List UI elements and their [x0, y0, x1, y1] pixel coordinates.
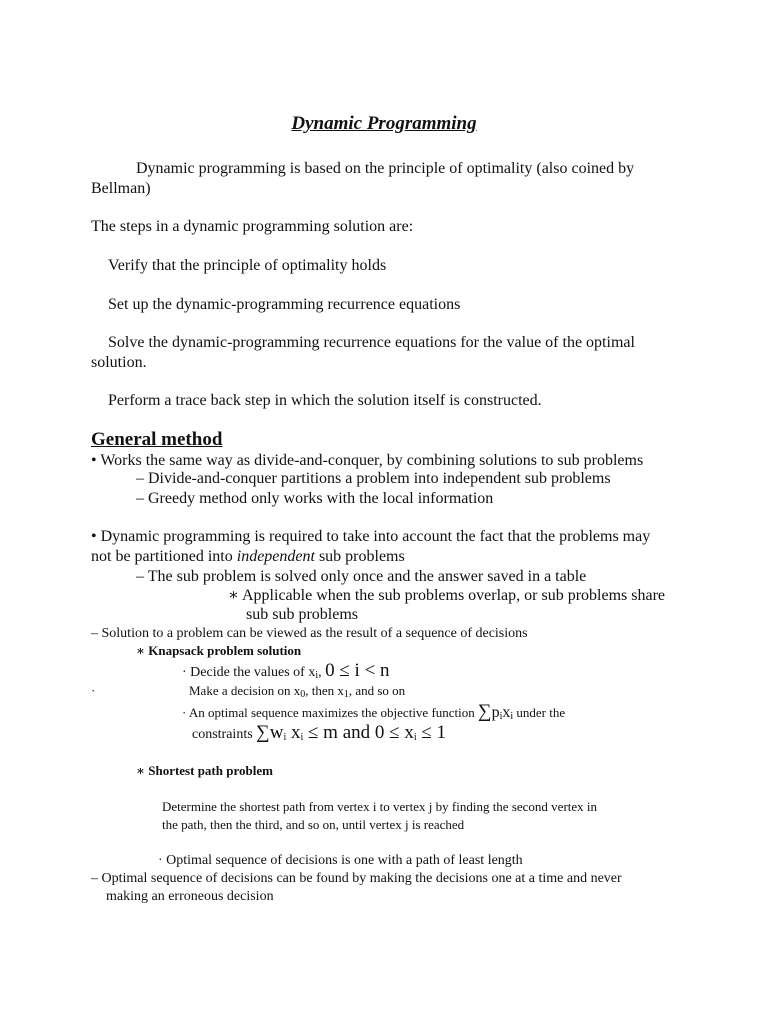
shortest-optimal: · Optimal sequence of decisions is one with a path of least length [158, 853, 523, 868]
cons-sub-i1: i [283, 732, 287, 743]
knapsack-make [189, 683, 405, 699]
intro-line-2: Bellman) [91, 180, 151, 197]
final-line-2: making an erroneous decision [106, 889, 274, 904]
cons-sub-i2: i [300, 732, 304, 743]
decide-comma: , [318, 665, 326, 680]
shortest-path-heading: ∗ Shortest path problem [136, 763, 273, 778]
gm-star-1b: sub sub problems [246, 606, 358, 623]
cons-sub-i3: i [413, 732, 417, 743]
step-3-continued: solution. [91, 354, 147, 371]
knapsack-constraints [192, 724, 446, 743]
cons-x: x [286, 722, 301, 743]
decide-sub: i [315, 670, 319, 681]
opt-sub-i2: i [510, 711, 514, 722]
gm-bullet-2b-em: independent [236, 548, 315, 565]
gm-bullet-2a: • Dynamic programming is required to take into account the fact that the problems may [91, 528, 651, 545]
opt-sub-i1: i [499, 711, 503, 722]
step-3: Solve the dynamic-programming recurrence equations for the value of the optimal [108, 334, 635, 351]
steps-intro: The steps in a dynamic programming solution are: [91, 218, 414, 235]
cons-mid: ≤ m and 0 ≤ x [303, 722, 414, 743]
cons-sum: ∑ [256, 722, 270, 743]
knapsack-objective [182, 701, 566, 722]
gm-bullet-2b-pre: not be partitioned into [91, 548, 237, 565]
decide-pre: · Decide the values of x [182, 665, 316, 680]
cons-post: ≤ 1 [416, 722, 447, 743]
final-line-1: – Optimal sequence of decisions can be found by making the decisions one at a time and never [91, 871, 622, 886]
stray-dot: · [91, 683, 96, 698]
step-4: Perform a trace back step in which the solution itself is constructed. [108, 392, 542, 409]
shortest-desc-1: Determine the shortest path from vertex i to vertex j by finding the second vertex in [162, 799, 598, 814]
gm-sub-1: – Divide-and-conquer partitions a problem into independent sub problems [136, 470, 611, 487]
make-sub1: 1 [343, 689, 349, 700]
page-title: Dynamic Programming [291, 113, 477, 134]
make-pre: Make a decision on x [189, 683, 301, 698]
gm-bullet-2b [91, 548, 405, 566]
opt-x: x [502, 704, 511, 721]
gm-bullet-1: • Works the same way as divide-and-conquer, by combining solutions to sub problems [91, 452, 644, 469]
gm-star-1a: ∗ Applicable when the sub problems overlap, or sub problems share [228, 587, 665, 604]
make-mid: , then x [305, 683, 344, 698]
general-method-heading: General method [91, 429, 223, 450]
decide-range: 0 ≤ i < n [325, 660, 390, 681]
intro-line-1: Dynamic programming is based on the principle of optimality (also coined by [136, 160, 635, 177]
opt-pre: · An optimal sequence maximizes the objective function [182, 705, 479, 720]
make-sub0: 0 [300, 689, 306, 700]
opt-post: under the [513, 705, 566, 720]
make-post: , and so on [348, 683, 406, 698]
gm-sub-2: – Greedy method only works with the local information [136, 490, 494, 507]
knapsack-heading: ∗ Knapsack problem solution [136, 643, 302, 658]
gm-bullet-2b-post: sub problems [314, 548, 405, 565]
decisions-line: – Solution to a problem can be viewed as the result of a sequence of decisions [91, 626, 528, 641]
step-1: Verify that the principle of optimality holds [108, 257, 387, 274]
gm-sub-3: – The sub problem is solved only once and the answer saved in a table [136, 568, 587, 585]
opt-sum: ∑ [478, 701, 492, 722]
shortest-desc-2: the path, then the third, and so on, until vertex j is reached [162, 817, 465, 832]
step-2: Set up the dynamic-programming recurrence equations [108, 296, 461, 313]
cons-w: w [269, 722, 284, 743]
cons-pre: constraints [192, 727, 257, 742]
opt-p: p [491, 704, 500, 721]
knapsack-decide [182, 662, 390, 681]
